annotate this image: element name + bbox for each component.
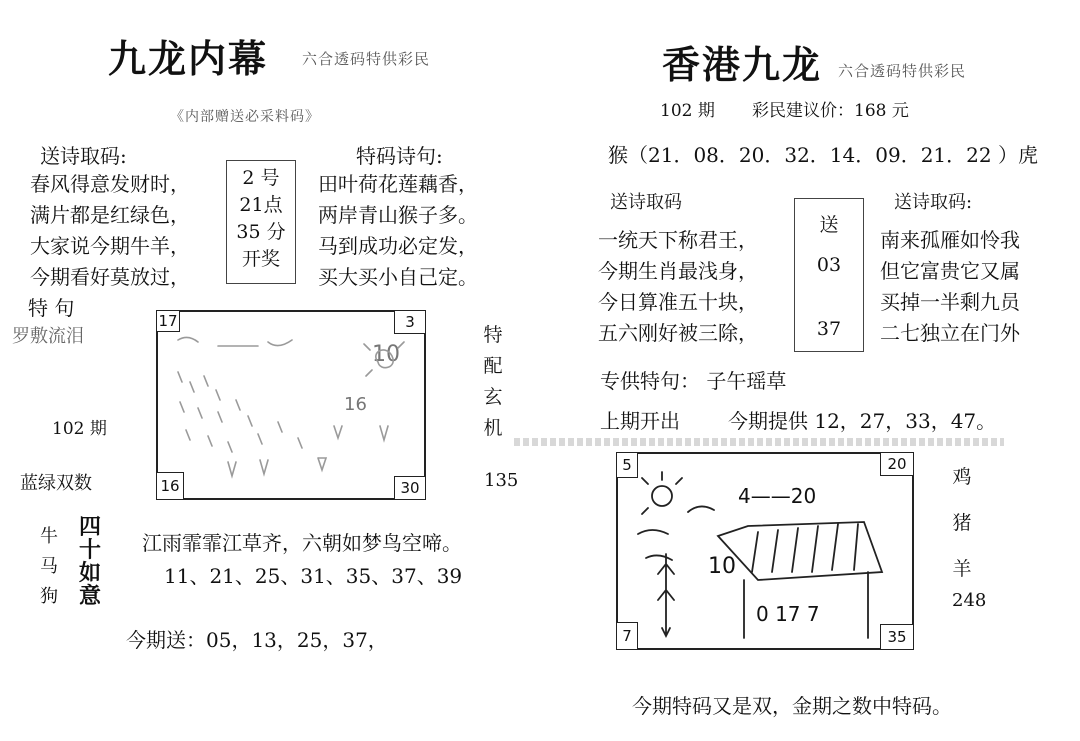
right-issue: 102 期 [660,101,715,121]
right-poem-line: 今期生肖最浅身， [598,259,758,283]
corner-number: 20 [880,452,914,476]
zodiac: 狗 [40,586,58,607]
right-picture-box [616,452,914,650]
send-box-line: 送 [819,214,839,236]
color-hint: 蓝绿双数 [20,473,92,494]
corner-number: 7 [616,622,638,650]
left-tagline: 《内部赠送必采料码》 [170,109,320,125]
left-poem-line: 今期看好莫放过， [30,265,190,289]
draw-info-box [226,160,296,284]
sketch-number: 10 [372,342,400,367]
monkey-line: 猴（21．08．20．32．14．09．21．22 ）虎 [608,143,1038,167]
vertical-char: 机 [483,417,503,439]
right-poem2-line: 南来孤雁如怜我 [880,228,1020,252]
send-line: 今期送：05，13，25，37， [126,628,388,652]
big-phrase-char: 如 [78,560,101,586]
left-poem [30,169,190,293]
right-poem2-line: 二七独立在门外 [880,321,1020,345]
right-side-number: 248 [952,590,987,611]
price: 彩民建议价：168 元 [752,101,909,121]
special-phrase: 罗敷流泪 [12,326,84,347]
right-poem [598,225,758,349]
draw-info-line: 2 号 [242,167,280,189]
left-picture-box [156,310,426,500]
left-title: 九龙内幕 [108,36,269,81]
sketch-number: 16 [344,394,367,415]
send-box-line: 37 [816,318,842,340]
right-zodiacs [950,454,974,592]
draw-info-line: 开奖 [241,248,280,270]
last-period: 上期开出 [600,409,680,433]
big-phrase-char: 意 [78,583,101,609]
left-issue: 102 期 [52,419,107,439]
verse-line: 江雨霏霏江草齐，六朝如梦鸟空啼。 [142,531,462,555]
right-poem-line: 一统天下称君王， [598,228,758,252]
left-poem-line: 春风得意发财时， [30,172,190,196]
send-box-line: 03 [816,254,842,276]
corner-number: 5 [616,452,638,478]
vertical-side-text [482,320,504,444]
left-poem-line: 大家说今期牛羊， [30,234,190,258]
numbers-line: 11、21、25、31、35、37、39 [164,564,463,588]
corner-number: 3 [394,310,426,334]
rain-sketch [158,312,424,498]
zodiac: 牛 [40,526,58,547]
special-poem-line: 田叶荷花莲藕香， [318,172,478,196]
footer-line: 今期特码又是双，金期之数中特码。 [632,694,952,718]
draw-info-line: 35 分 [236,221,286,243]
right-title: 香港九龙 [662,42,823,87]
left-poem-heading: 送诗取码: [40,144,127,168]
corner-number: 35 [880,624,914,650]
house-sketch [618,454,912,648]
big-phrase [76,516,104,608]
vertical-char: 配 [483,355,503,377]
right-poem-line: 今日算准五十块， [598,290,758,314]
corner-number: 17 [156,310,180,332]
this-period: 今期提供 12，27，33，47。 [728,409,997,433]
special-poem-line: 马到成功必定发， [318,234,478,258]
right-poem-line: 五六刚好被三除， [598,321,758,345]
corner-number: 16 [156,472,184,500]
vertical-char: 特 [483,324,503,346]
left-poem-line: 满片都是红绿色， [30,203,190,227]
right-poem2 [880,225,1020,349]
left-side-number: 135 [484,470,519,491]
sketch-number: 0 17 7 [756,602,820,626]
send-box [794,198,864,352]
left-special-poem-heading: 特码诗句: [356,144,443,168]
corner-number: 30 [394,476,426,500]
right-poem2-line: 买掉一半剩九员 [880,290,1020,314]
draw-info-line: 21点 [239,194,283,216]
vertical-char: 玄 [483,386,503,408]
zodiac: 猪 [952,512,972,534]
right-poem2-heading: 送诗取码: [894,192,973,213]
left-subtitle: 六合透码特供彩民 [302,50,431,68]
left-special-poem [318,169,478,293]
sketch-number: 10 [708,554,736,579]
big-phrase-char: 四 [78,514,101,540]
special-poem-line: 买大买小自己定。 [318,265,478,289]
right-poem2-line: 但它富贵它又属 [880,259,1020,283]
right-subtitle: 六合透码特供彩民 [838,62,967,80]
zodiac: 鸡 [952,466,972,488]
zodiac: 马 [40,556,58,577]
zodiac: 羊 [952,558,972,580]
big-phrase-char: 十 [78,537,101,563]
special-label: 特 句 [28,296,75,320]
special-phrase-right: 专供特句： 子午瑶草 [600,369,787,393]
right-poem-heading: 送诗取码 [610,192,682,213]
scan-artifact [514,438,1004,446]
sketch-number: 4——20 [738,484,817,508]
special-poem-line: 两岸青山猴子多。 [318,203,478,227]
left-zodiacs [40,522,58,612]
